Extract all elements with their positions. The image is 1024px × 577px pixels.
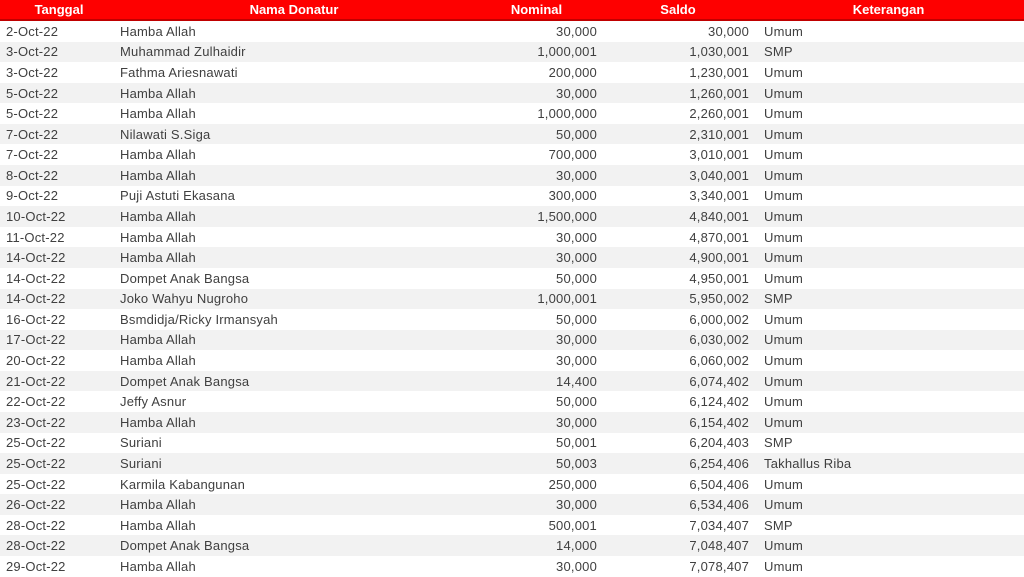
cell-nama: Suriani <box>120 455 162 471</box>
table-row <box>0 433 1024 454</box>
cell-nama: Muhammad Zulhaidir <box>120 44 246 60</box>
table-row <box>0 227 1024 248</box>
column-header-nominal: Nominal <box>510 2 563 17</box>
cell-keterangan: Umum <box>764 208 804 224</box>
table-row <box>0 535 1024 556</box>
cell-nominal: 30,000 <box>556 85 597 101</box>
table-row <box>0 103 1024 124</box>
table-row <box>0 556 1024 577</box>
cell-tanggal: 14-Oct-22 <box>6 291 66 307</box>
cell-tanggal: 25-Oct-22 <box>6 455 66 471</box>
cell-tanggal: 8-Oct-22 <box>6 167 59 183</box>
cell-nominal: 30,000 <box>556 558 597 574</box>
cell-nominal: 30,000 <box>556 497 597 513</box>
table-row <box>0 453 1024 474</box>
cell-nama: Suriani <box>120 435 162 451</box>
cell-nominal: 30,000 <box>556 229 597 245</box>
cell-saldo: 7,034,407 <box>689 517 749 533</box>
cell-nominal: 30,000 <box>556 250 597 266</box>
cell-nominal: 14,400 <box>556 373 597 389</box>
table-row <box>0 144 1024 165</box>
cell-nama: Puji Astuti Ekasana <box>120 188 236 204</box>
table-row <box>0 83 1024 104</box>
cell-keterangan: Umum <box>764 85 804 101</box>
cell-nominal: 300,000 <box>548 188 597 204</box>
cell-nama: Hamba Allah <box>120 517 196 533</box>
table-row <box>0 206 1024 227</box>
cell-saldo: 7,078,407 <box>689 558 749 574</box>
cell-keterangan: Umum <box>764 106 804 122</box>
cell-keterangan: Umum <box>764 126 804 142</box>
cell-keterangan: Umum <box>764 538 804 554</box>
cell-nominal: 1,500,000 <box>537 208 597 224</box>
cell-saldo: 6,124,402 <box>689 394 749 410</box>
cell-keterangan: Umum <box>764 23 804 39</box>
cell-saldo: 7,048,407 <box>689 538 749 554</box>
cell-nama: Bsmdidja/Ricky Irmansyah <box>120 311 278 327</box>
table-row <box>0 371 1024 392</box>
cell-nama: Hamba Allah <box>120 208 196 224</box>
cell-tanggal: 5-Oct-22 <box>6 85 59 101</box>
cell-nama: Hamba Allah <box>120 147 196 163</box>
cell-keterangan: Umum <box>764 229 804 245</box>
table-row <box>0 474 1024 495</box>
cell-keterangan: Umum <box>764 311 804 327</box>
cell-nama: Hamba Allah <box>120 85 196 101</box>
cell-nominal: 14,000 <box>556 538 597 554</box>
cell-keterangan: SMP <box>764 517 793 533</box>
cell-keterangan: Umum <box>764 270 804 286</box>
table-row <box>0 165 1024 186</box>
cell-saldo: 3,340,001 <box>689 188 749 204</box>
cell-tanggal: 14-Oct-22 <box>6 270 66 286</box>
cell-saldo: 1,230,001 <box>689 64 749 80</box>
cell-saldo: 5,950,002 <box>689 291 749 307</box>
cell-nominal: 1,000,000 <box>537 106 597 122</box>
cell-nominal: 30,000 <box>556 23 597 39</box>
cell-nama: Dompet Anak Bangsa <box>120 373 250 389</box>
cell-nama: Hamba Allah <box>120 497 196 513</box>
cell-tanggal: 9-Oct-22 <box>6 188 59 204</box>
cell-keterangan: Umum <box>764 414 804 430</box>
cell-nominal: 50,000 <box>556 270 597 286</box>
table-header-row <box>0 0 1024 21</box>
cell-tanggal: 21-Oct-22 <box>6 373 66 389</box>
table-row <box>0 350 1024 371</box>
table-row <box>0 21 1024 42</box>
cell-nominal: 50,000 <box>556 394 597 410</box>
table-row <box>0 247 1024 268</box>
cell-saldo: 4,950,001 <box>689 270 749 286</box>
cell-tanggal: 3-Oct-22 <box>6 64 59 80</box>
cell-saldo: 4,840,001 <box>689 208 749 224</box>
cell-saldo: 6,000,002 <box>689 311 749 327</box>
cell-tanggal: 26-Oct-22 <box>6 497 66 513</box>
table-row <box>0 268 1024 289</box>
cell-tanggal: 7-Oct-22 <box>6 126 59 142</box>
cell-tanggal: 17-Oct-22 <box>6 332 66 348</box>
cell-nominal: 50,003 <box>556 455 597 471</box>
cell-nominal: 1,000,001 <box>537 291 597 307</box>
cell-keterangan: Umum <box>764 476 804 492</box>
cell-keterangan: SMP <box>764 291 793 307</box>
cell-keterangan: Umum <box>764 373 804 389</box>
cell-saldo: 6,204,403 <box>689 435 749 451</box>
cell-nama: Hamba Allah <box>120 167 196 183</box>
table-body <box>0 21 1024 577</box>
cell-tanggal: 11-Oct-22 <box>6 229 65 245</box>
table-row <box>0 309 1024 330</box>
cell-nama: Hamba Allah <box>120 353 196 369</box>
cell-saldo: 4,900,001 <box>689 250 749 266</box>
cell-nama: Hamba Allah <box>120 558 196 574</box>
cell-tanggal: 2-Oct-22 <box>6 23 59 39</box>
table-row <box>0 330 1024 351</box>
cell-keterangan: Takhallus Riba <box>764 455 852 471</box>
cell-nominal: 1,000,001 <box>537 44 597 60</box>
cell-nama: Hamba Allah <box>120 414 196 430</box>
cell-nama: Dompet Anak Bangsa <box>120 538 250 554</box>
cell-keterangan: SMP <box>764 44 793 60</box>
column-header-nama-donatur: Nama Donatur <box>249 2 339 17</box>
cell-tanggal: 5-Oct-22 <box>6 106 59 122</box>
table-row <box>0 289 1024 310</box>
cell-tanggal: 3-Oct-22 <box>6 44 59 60</box>
cell-nominal: 30,000 <box>556 414 597 430</box>
cell-nominal: 500,001 <box>548 517 597 533</box>
table-row <box>0 494 1024 515</box>
cell-tanggal: 28-Oct-22 <box>6 538 66 554</box>
cell-saldo: 2,260,001 <box>689 106 749 122</box>
cell-tanggal: 25-Oct-22 <box>6 435 66 451</box>
column-header-keterangan: Keterangan <box>852 2 925 17</box>
cell-keterangan: Umum <box>764 558 804 574</box>
cell-saldo: 2,310,001 <box>689 126 749 142</box>
cell-keterangan: Umum <box>764 394 804 410</box>
cell-saldo: 6,074,402 <box>689 373 749 389</box>
cell-nama: Hamba Allah <box>120 332 196 348</box>
cell-tanggal: 10-Oct-22 <box>6 208 66 224</box>
table-row <box>0 42 1024 63</box>
cell-saldo: 4,870,001 <box>689 229 749 245</box>
cell-saldo: 30,000 <box>708 23 749 39</box>
cell-nama: Nilawati S.Siga <box>120 126 211 142</box>
cell-nominal: 50,000 <box>556 311 597 327</box>
cell-tanggal: 25-Oct-22 <box>6 476 66 492</box>
cell-nominal: 30,000 <box>556 353 597 369</box>
cell-nama: Karmila Kabangunan <box>120 476 246 492</box>
cell-tanggal: 23-Oct-22 <box>6 414 66 430</box>
cell-nominal: 30,000 <box>556 167 597 183</box>
cell-saldo: 6,534,406 <box>689 497 749 513</box>
cell-nama: Hamba Allah <box>120 229 196 245</box>
cell-tanggal: 7-Oct-22 <box>6 147 59 163</box>
cell-keterangan: Umum <box>764 250 804 266</box>
cell-saldo: 6,154,402 <box>689 414 749 430</box>
cell-keterangan: Umum <box>764 188 804 204</box>
cell-tanggal: 14-Oct-22 <box>6 250 66 266</box>
column-header-tanggal: Tanggal <box>34 2 84 17</box>
cell-keterangan: Umum <box>764 332 804 348</box>
cell-nominal: 700,000 <box>548 147 597 163</box>
cell-keterangan: SMP <box>764 435 793 451</box>
cell-nama: Hamba Allah <box>120 250 196 266</box>
cell-nama: Hamba Allah <box>120 23 196 39</box>
cell-tanggal: 28-Oct-22 <box>6 517 66 533</box>
cell-keterangan: Umum <box>764 497 804 513</box>
table-row <box>0 186 1024 207</box>
cell-saldo: 6,060,002 <box>689 353 749 369</box>
cell-keterangan: Umum <box>764 167 804 183</box>
cell-nominal: 50,000 <box>556 126 597 142</box>
cell-saldo: 6,504,406 <box>689 476 749 492</box>
cell-nominal: 200,000 <box>548 64 597 80</box>
cell-nama: Dompet Anak Bangsa <box>120 270 250 286</box>
cell-saldo: 3,040,001 <box>689 167 749 183</box>
cell-nominal: 50,001 <box>556 435 597 451</box>
cell-nama: Hamba Allah <box>120 106 196 122</box>
cell-tanggal: 29-Oct-22 <box>6 558 66 574</box>
cell-saldo: 3,010,001 <box>689 147 749 163</box>
cell-nama: Fathma Ariesnawati <box>120 64 238 80</box>
table-row <box>0 62 1024 83</box>
cell-tanggal: 16-Oct-22 <box>6 311 66 327</box>
cell-saldo: 6,254,406 <box>689 455 749 471</box>
cell-tanggal: 20-Oct-22 <box>6 353 66 369</box>
table-row <box>0 124 1024 145</box>
cell-nama: Jeffy Asnur <box>120 394 187 410</box>
cell-saldo: 6,030,002 <box>689 332 749 348</box>
cell-saldo: 1,260,001 <box>689 85 749 101</box>
cell-keterangan: Umum <box>764 147 804 163</box>
cell-saldo: 1,030,001 <box>689 44 749 60</box>
table-row <box>0 412 1024 433</box>
column-header-saldo: Saldo <box>660 2 696 17</box>
cell-tanggal: 22-Oct-22 <box>6 394 66 410</box>
cell-keterangan: Umum <box>764 64 804 80</box>
cell-keterangan: Umum <box>764 353 804 369</box>
cell-nominal: 30,000 <box>556 332 597 348</box>
cell-nominal: 250,000 <box>548 476 597 492</box>
cell-nama: Joko Wahyu Nugroho <box>120 291 249 307</box>
table-row <box>0 391 1024 412</box>
table-row <box>0 515 1024 536</box>
